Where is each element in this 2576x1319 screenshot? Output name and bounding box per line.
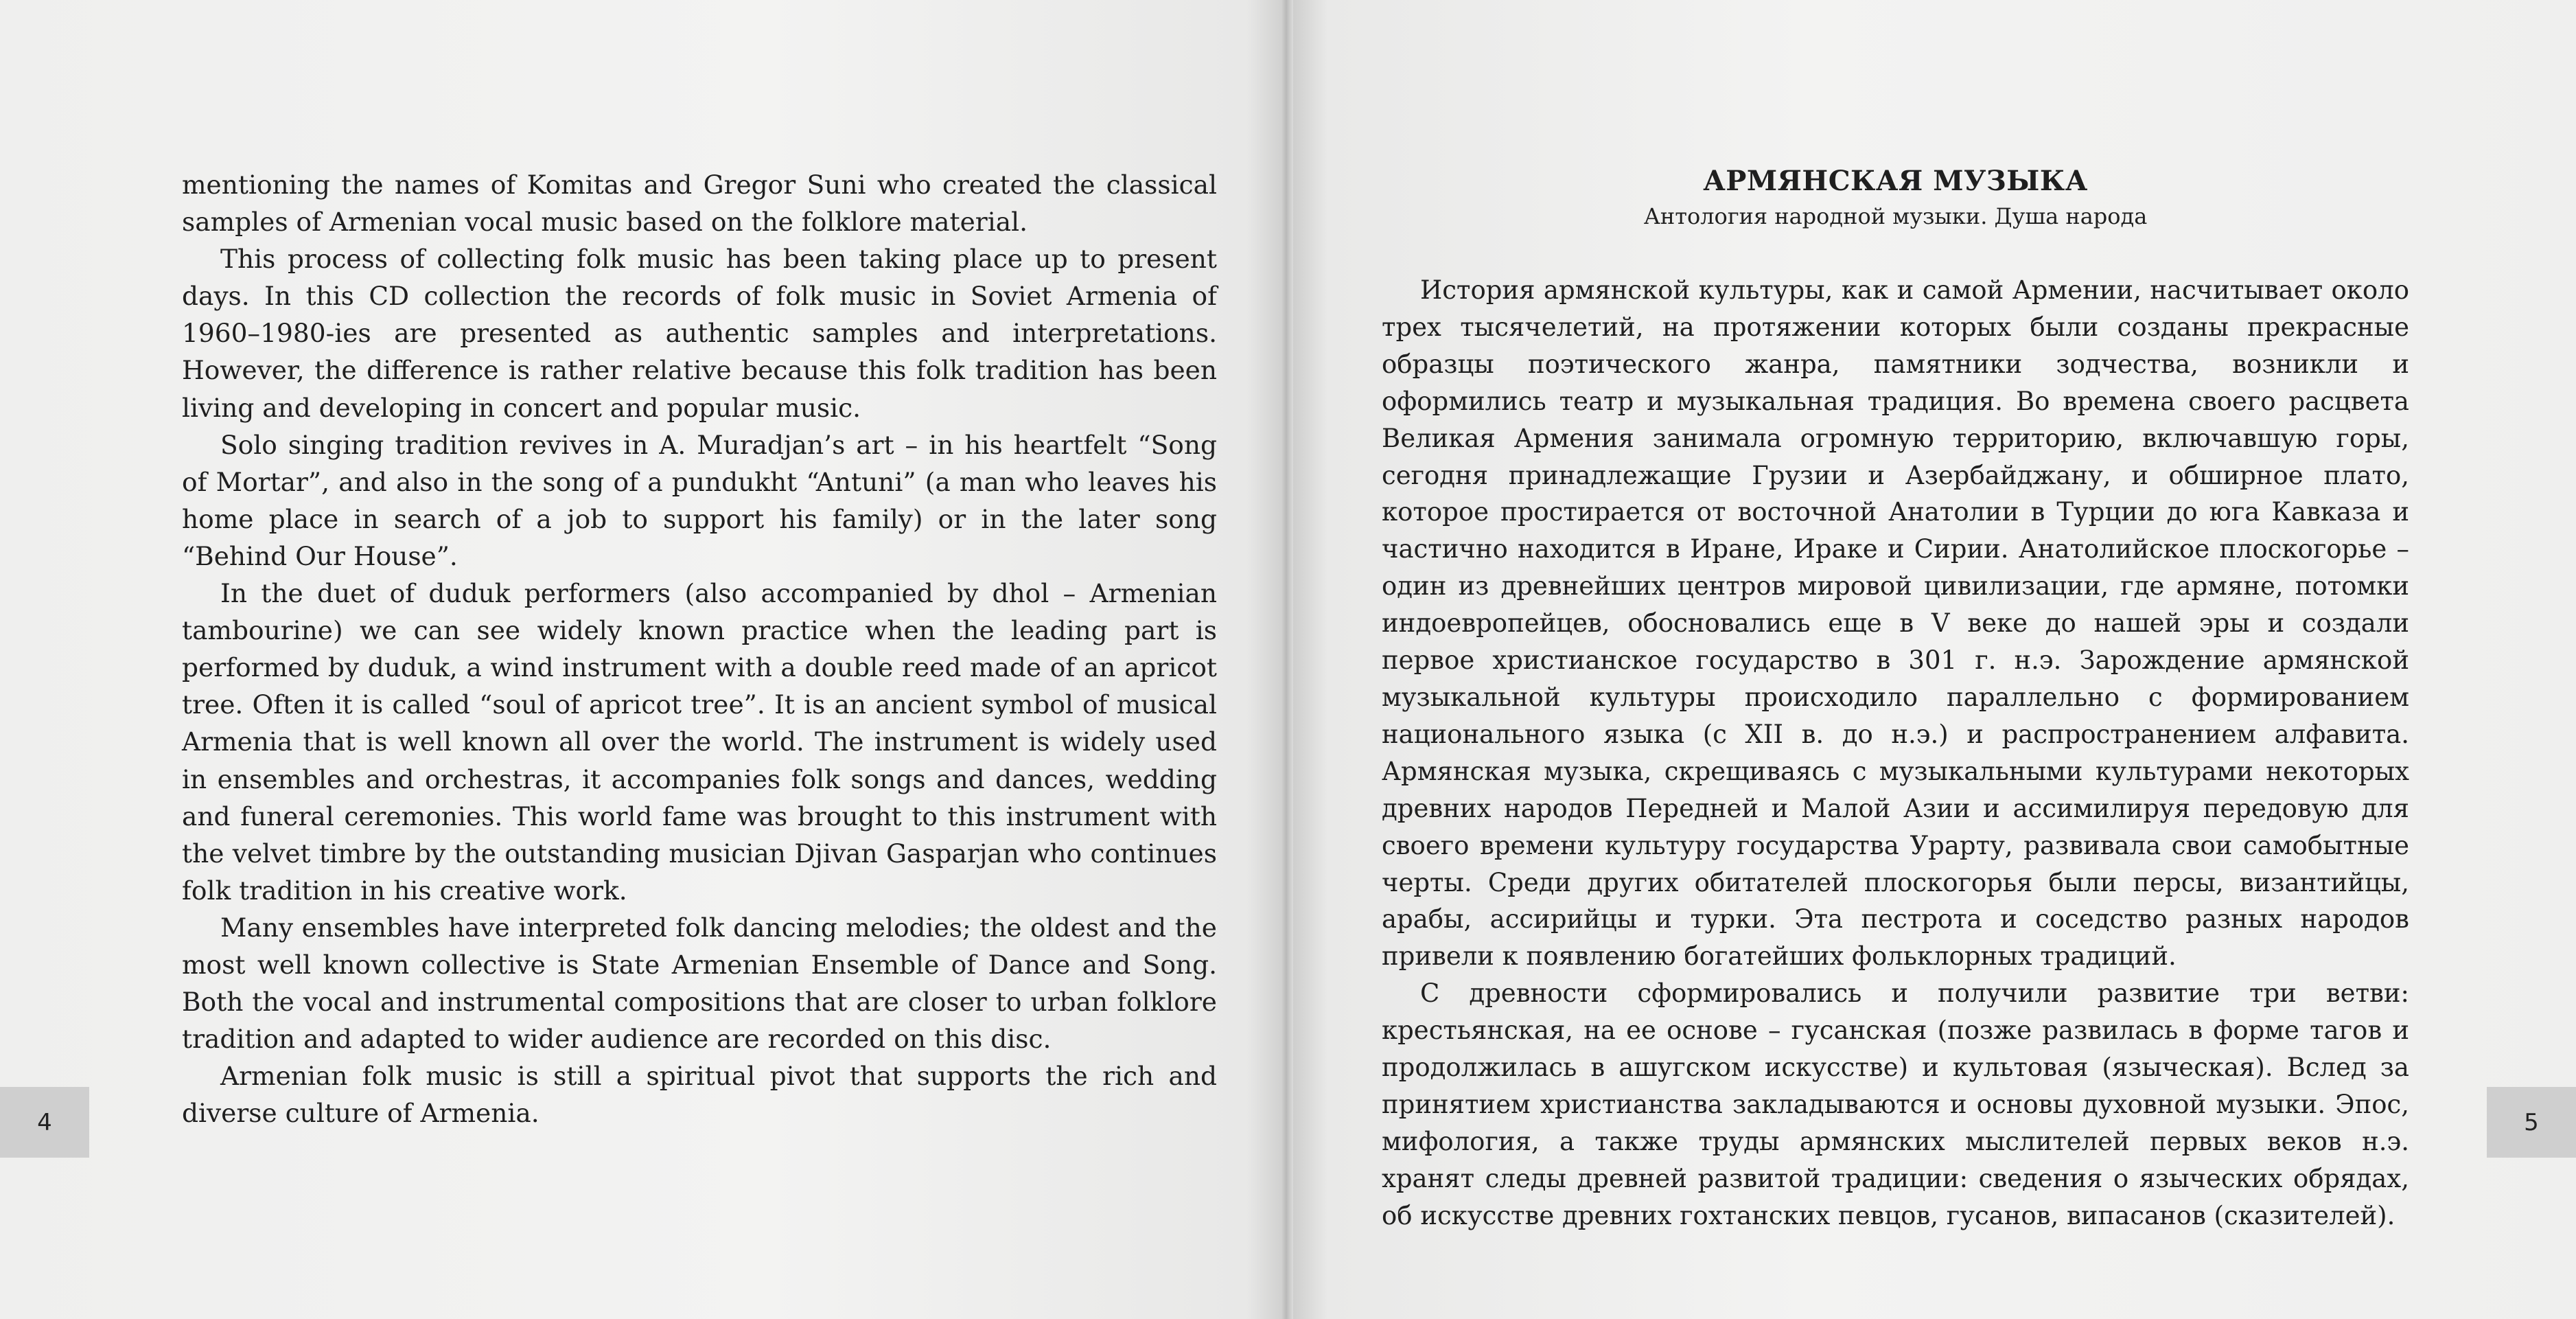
page-gutter (1281, 0, 1293, 1319)
right-page-text (1382, 272, 2409, 1235)
right-paragraph: История армянской культуры, как и самой Армении, насчитывает около трех тысячелетий, на протяжении которых были созданы прекрасные образцы поэтического жанра, памятники зодчества, возникли и оформились театр и музыкальная традиция. Во времена своего расцвета Великая Армения занимала огромную территорию, включавшую горы, сегодня принадлежащие Грузии и Азербайджану, и обширное плато, которое простирается от восточной Анатолии в Турции до юга Кавказа и частично находится в Иране, Ираке и Сирии. Анатолийское плоскогорье – один из древнейших центров мировой цивилизации, где армяне, потомки индоевропейцев, обосновались еще в V веке до нашей эры и создали первое христианское государство в 301 г. н.э. Зарождение армянской музыкальной культуры происходило параллельно с формированием национального языка (с XII в. до н.э.) и распространением алфавита. Армянская музыка, скрещиваясь с музыкальными культурами некоторых древних народов Передней и Малой Азии и ассимилируя передовую для своего времени культуру государства Урарту, развивала свои самобытные черты. Среди других обитателей плоскогорья были персы, византийцы, арабы, ассирийцы и турки. Эта пестрота и соседство разных народов привели к появлению богатейших фольклорных традиций. (1382, 275, 2409, 972)
left-paragraph: Many ensembles have interpreted folk dancing melodies; the oldest and the most well known collective is State Armenian Ensemble of Dance and Song. Both the vocal and instrumental compositions that are closer to urban folklore tradition and adapted to wider audience are recorded on this disc. (182, 912, 1217, 1055)
section-subtitle: Антология народной музыки. Душа народа (1643, 203, 2148, 229)
section-title: АРМЯНСКАЯ МУЗЫКА (1703, 165, 2088, 197)
page-number-left: 4 (0, 1087, 89, 1158)
page-number-right: 5 (2487, 1087, 2576, 1158)
left-paragraph: mentioning the names of Komitas and Gregor Suni who created the classical samples of Armenian vocal music based on the folklore material. (182, 170, 1217, 238)
left-paragraph: Solo singing tradition revives in A. Muradjan’s art – in his heartfelt “Song of Mortar”, and also in the song of a pundukht “Antuni” (a man who leaves his home place in search of a job to support his family) or in the later song “Behind Our House”. (182, 429, 1217, 571)
left-paragraph: In the duet of duduk performers (also accompanied by dhol – Armenian tambourine) we can see widely known practice when the leading part is performed by duduk, a wind instrument with a double reed made of an apricot tree. Often it is called “soul of apricot tree”. It is an ancient symbol of musical Armenia that is well known all over the world. The instrument is widely used in ensembles and orchestras, it accompanies folk songs and dances, wedding and funeral ceremonies. This world fame was brought to this instrument with the velvet timbre by the outstanding musician Djivan Gasparjan who continues folk tradition in his creative work. (182, 578, 1217, 906)
left-page-text (182, 166, 1217, 1132)
left-paragraph: This process of collecting folk music has been taking place up to present days. In this CD collection the records of folk music in Soviet Armenia of 1960–1980-ies are presented as authentic samples and interpretations. However, the difference is rather relative because this folk tradition has been living and developing in concert and popular music. (182, 244, 1217, 423)
left-paragraph: Armenian folk music is still a spiritual pivot that supports the rich and diverse culture of Armenia. (182, 1061, 1217, 1129)
right-paragraph: С древности сформировались и получили развитие три ветви: крестьянская, на ее основе – гусанская (позже развилась в форме тагов и продолжилась в ашугском искусстве) и культовая (языческая). Вслед за принятием христианства закладываются и основы духовной музыки. Эпос, мифология, а также труды армянских мыслителей первых веков н.э. хранят следы древней развитой традиции: сведения о языческих обрядах, об искусстве древних гохтанских певцов, гусанов, випасанов (сказителей). (1382, 978, 2409, 1230)
